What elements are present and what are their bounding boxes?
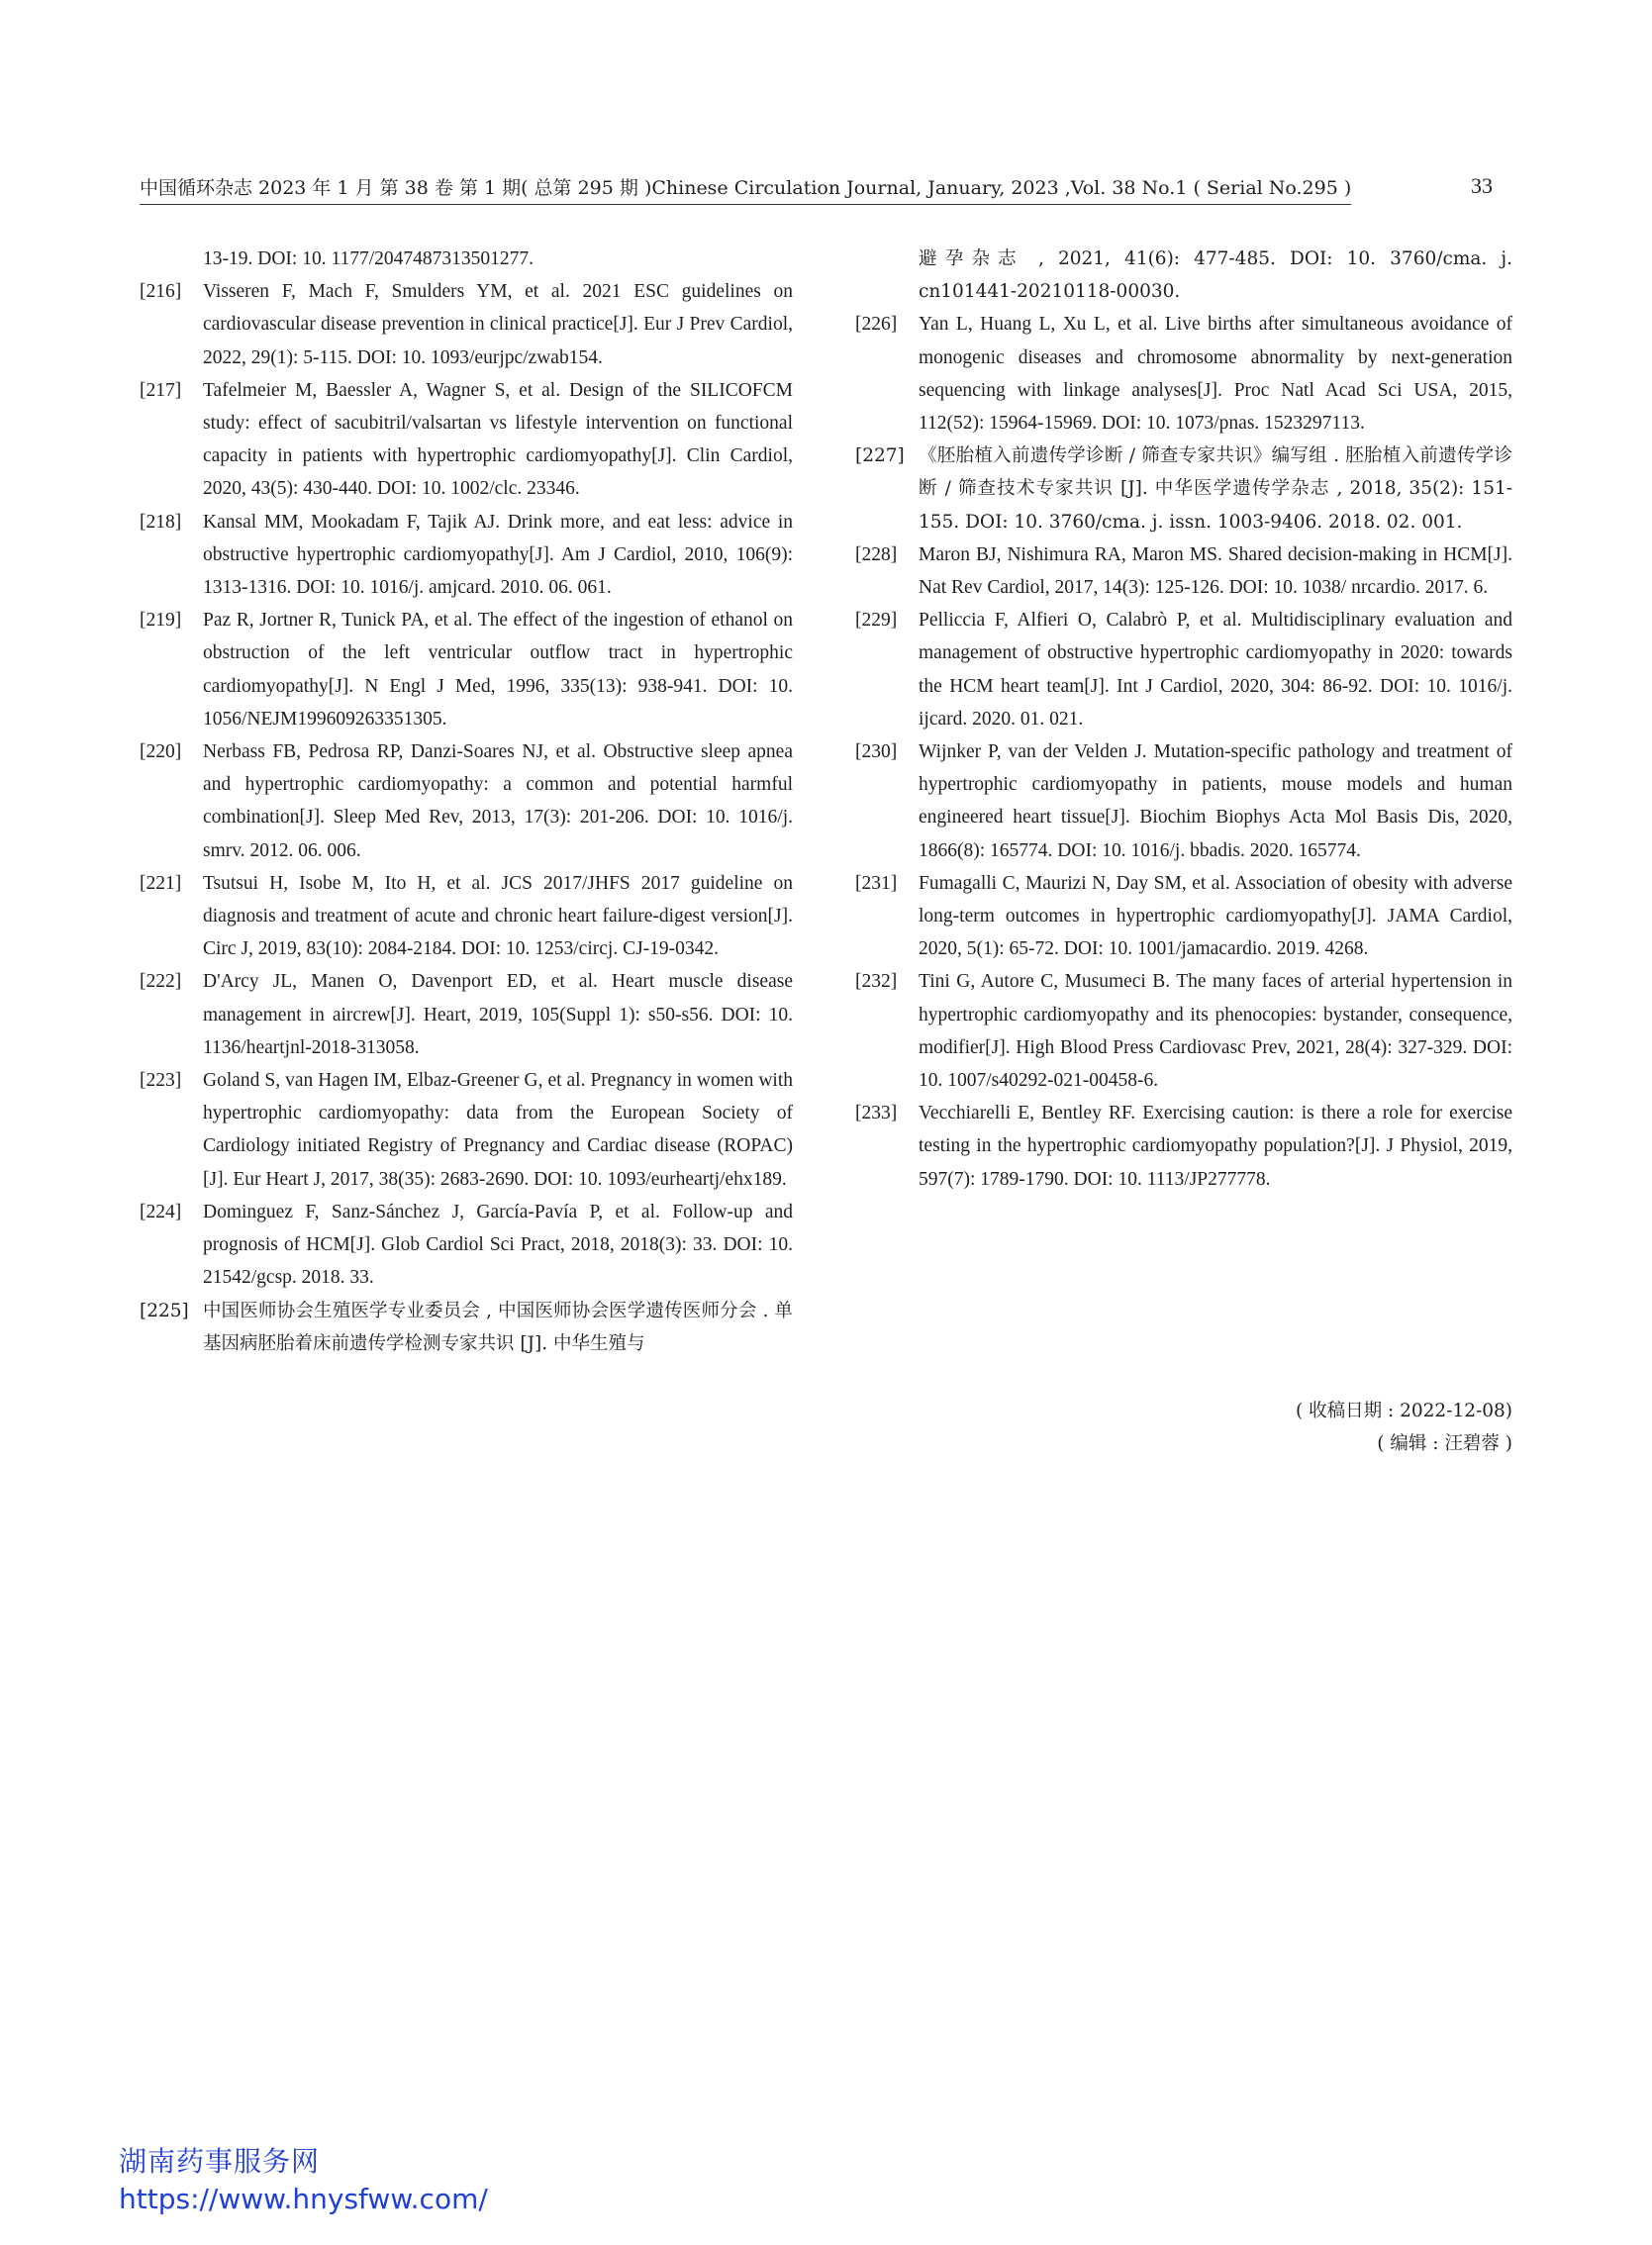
reference-number: [233] xyxy=(855,1103,898,1124)
reference-text: Pelliccia F, Alfieri O, Calabrò P, et al. Multidisciplinary evaluation and management of obstructive hypertrophic cardiomyopathy in 2020: towards the HCM heart team[J]. Int J Cardiol, 2020, 304: 86-92. DOI: 10. 1016/j. ijcard. 2020. 01. 021. xyxy=(919,610,1512,730)
reference-number: [226] xyxy=(855,314,898,336)
reference-entry xyxy=(140,604,793,735)
reference-entry xyxy=(855,538,1512,604)
reference-text: Yan L, Huang L, Xu L, et al. Live births after simultaneous avoidance of monogenic diseases and chromosome abnormality by next-generation sequencing with linkage analyses[J]. Proc Natl Acad Sci USA, 2015, 112(52): 15964-15969. DOI: 10. 1073/pnas. 1523297113. xyxy=(919,314,1512,435)
reference-number: [218] xyxy=(140,511,182,533)
reference-entry xyxy=(855,243,1512,308)
journal-header-title: 中国循环杂志 2023 年 1 月 第 38 卷 第 1 期( 总第 295 期 )Chinese Circulation Journal, January, 2023 ,Vol. 38 No.1 ( Serial No.295 ) xyxy=(140,173,1351,205)
reference-entry xyxy=(140,243,793,275)
reference-text: Tini G, Autore C, Musumeci B. The many faces of arterial hypertension in hypertrophic cardiomyopathy and its phenocopies: bystander, consequence, modifier[J]. High Blood Press Cardiovasc Prev, 2021, 28(4): 327-329. DOI: 10. 1007/s40292-021-00458-6. xyxy=(919,971,1512,1092)
reference-number: [217] xyxy=(140,379,182,401)
reference-entry xyxy=(140,965,793,1064)
reference-text: Vecchiarelli E, Bentley RF. Exercising caution: is there a role for exercise testing in the hypertrophic cardiomyopathy population?[J]. J Physiol, 2019, 597(7): 1789-1790. DOI: 10. 1113/JP277778. xyxy=(919,1103,1512,1190)
site-watermark xyxy=(119,2143,488,2218)
reference-text: Visseren F, Mach F, Smulders YM, et al. 2021 ESC guidelines on cardiovascular disease prevention in clinical practice[J]. Eur J Prev Cardiol, 2022, 29(1): 5-115. DOI: 10. 1093/eurjpc/zwab154. xyxy=(203,281,793,368)
reference-text: Goland S, van Hagen IM, Elbaz-Greener G, et al. Pregnancy in women with hypertrophic cardiomyopathy: data from the European Society of Cardiology initiated Registry of Pregnancy and Cardiac disease (ROPAC)[J]. Eur Heart J, 2017, 38(35): 2683-2690. DOI: 10. 1093/eurheartj/ehx189. xyxy=(203,1070,793,1190)
reference-text: Kansal MM, Mookadam F, Tajik AJ. Drink more, and eat less: advice in obstructive hypertrophic cardiomyopathy[J]. Am J Cardiol, 2010, 106(9): 1313-1316. DOI: 10. 1016/j. amjcard. 2010. 06. 061. xyxy=(203,511,793,599)
reference-text: Dominguez F, Sanz-Sánchez J, García-Pavía P, et al. Follow-up and prognosis of HCM[J]. Glob Cardiol Sci Pract, 2018, 2018(3): 33. DOI: 10. 21542/gcsp. 2018. 33. xyxy=(203,1201,793,1289)
reference-number: [222] xyxy=(140,971,182,993)
reference-number: [225] xyxy=(140,1300,189,1321)
reference-number: [227] xyxy=(855,445,905,467)
reference-number: [219] xyxy=(140,610,182,632)
reference-number: [232] xyxy=(855,971,898,993)
reference-text: Nerbass FB, Pedrosa RP, Danzi-Soares NJ, et al. Obstructive sleep apnea and hypertrophic cardiomyopathy: a common and potential harmful combination[J]. Sleep Med Rev, 2013, 17(3): 201-206. DOI: 10. 1016/j. smrv. 2012. 06. 006. xyxy=(203,741,793,861)
reference-text: 避孕杂志 , 2021, 41(6): 477-485. DOI: 10. 3760/cma. j. cn101441-20210118-00030. xyxy=(919,248,1512,303)
references-right-column xyxy=(855,243,1512,1196)
reference-number: [220] xyxy=(140,741,182,763)
reference-text: 中国医师协会生殖医学专业委员会 , 中国医师协会医学遗传医师分会 . 单基因病胚胎着床前遗传学检测专家共识 [J]. 中华生殖与 xyxy=(203,1300,793,1354)
reference-entry xyxy=(855,308,1512,439)
reference-number: [223] xyxy=(140,1070,182,1092)
reference-text: Tafelmeier M, Baessler A, Wagner S, et al. Design of the SILICOFCM study: effect of sacubitril/valsartan vs lifestyle intervention on functional capacity in patients with hypertrophic cardiomyopathy[J]. Clin Cardiol, 2020, 43(5): 430-440. DOI: 10. 1002/clc. 23346. xyxy=(203,379,793,500)
running-header xyxy=(140,173,1352,203)
reference-text: Maron BJ, Nishimura RA, Maron MS. Shared decision-making in HCM[J]. Nat Rev Cardiol, 2017, 14(3): 125-126. DOI: 10. 1038/ nrcardio. 2017. 6. xyxy=(919,543,1512,599)
reference-entry xyxy=(140,1295,793,1360)
references-left-column xyxy=(140,243,793,1360)
reference-number: [229] xyxy=(855,610,898,632)
reference-entry xyxy=(855,965,1512,1097)
reference-text: D'Arcy JL, Manen O, Davenport ED, et al. Heart muscle disease management in aircrew[J]. Heart, 2019, 105(Suppl 1): s50-s56. DOI: 10. 1136/heartjnl-2018-313058. xyxy=(203,971,793,1058)
reference-text: Tsutsui H, Isobe M, Ito H, et al. JCS 2017/JHFS 2017 guideline on diagnosis and treatment of acute and chronic heart failure-digest version[J]. Circ J, 2019, 83(10): 2084-2184. DOI: 10. 1253/circj. CJ-19-0342. xyxy=(203,872,793,960)
watermark-site-url[interactable]: https://www.hnysfww.com/ xyxy=(119,2183,488,2215)
editor-credit: ( 编辑 : 汪碧蓉 ) xyxy=(1377,1433,1512,1454)
reference-number: [228] xyxy=(855,543,898,565)
reference-text: 13-19. DOI: 10. 1177/2047487313501277. xyxy=(203,248,534,269)
reference-entry xyxy=(855,735,1512,867)
reference-entry xyxy=(855,867,1512,966)
received-date: ( 收稿日期 : 2022-12-08) xyxy=(1296,1401,1512,1421)
reference-entry xyxy=(855,604,1512,735)
reference-text: 《胚胎植入前遗传学诊断 / 筛查专家共识》编写组 . 胚胎植入前遗传学诊断 / 筛查技术专家共识 [J]. 中华医学遗传学杂志 , 2018, 35(2): 151-155. DOI: 10. 3760/cma. j. issn. 1003-9406. 2018. 02. 001. xyxy=(919,445,1512,533)
reference-entry xyxy=(855,1097,1512,1196)
reference-text: Wijnker P, van der Velden J. Mutation-specific pathology and treatment of hypertrophic cardiomyopathy in patients, mouse models and human engineered heart tissue[J]. Biochim Biophys Acta Mol Basis Dis, 2020, 1866(8): 165774. DOI: 10. 1016/j. bbadis. 2020. 165774. xyxy=(919,741,1512,861)
reference-text: Paz R, Jortner R, Tunick PA, et al. The effect of the ingestion of ethanol on obstruction of the left ventricular outflow tract in hypertrophic cardiomyopathy[J]. N Engl J Med, 1996, 335(13): 938-941. DOI: 10. 1056/NEJM199609263351305. xyxy=(203,610,793,730)
reference-number: [230] xyxy=(855,741,898,763)
reference-entry xyxy=(140,506,793,605)
reference-entry xyxy=(140,1064,793,1196)
reference-entry xyxy=(140,1196,793,1295)
reference-entry xyxy=(140,374,793,506)
reference-entry xyxy=(140,275,793,374)
article-footer-info xyxy=(1188,1395,1512,1460)
reference-number: [224] xyxy=(140,1201,182,1222)
reference-number: [231] xyxy=(855,872,898,894)
reference-number: [221] xyxy=(140,872,182,894)
page-number: 33 xyxy=(1471,173,1493,198)
reference-entry xyxy=(140,867,793,966)
watermark-site-name: 湖南药事服务网 xyxy=(119,2145,321,2178)
reference-entry xyxy=(855,439,1512,538)
reference-text: Fumagalli C, Maurizi N, Day SM, et al. Association of obesity with adverse long-term outcomes in hypertrophic cardiomyopathy[J]. JAMA Cardiol, 2020, 5(1): 65-72. DOI: 10. 1001/jamacardio. 2019. 4268. xyxy=(919,872,1512,960)
reference-entry xyxy=(140,735,793,867)
reference-number: [216] xyxy=(140,281,182,303)
